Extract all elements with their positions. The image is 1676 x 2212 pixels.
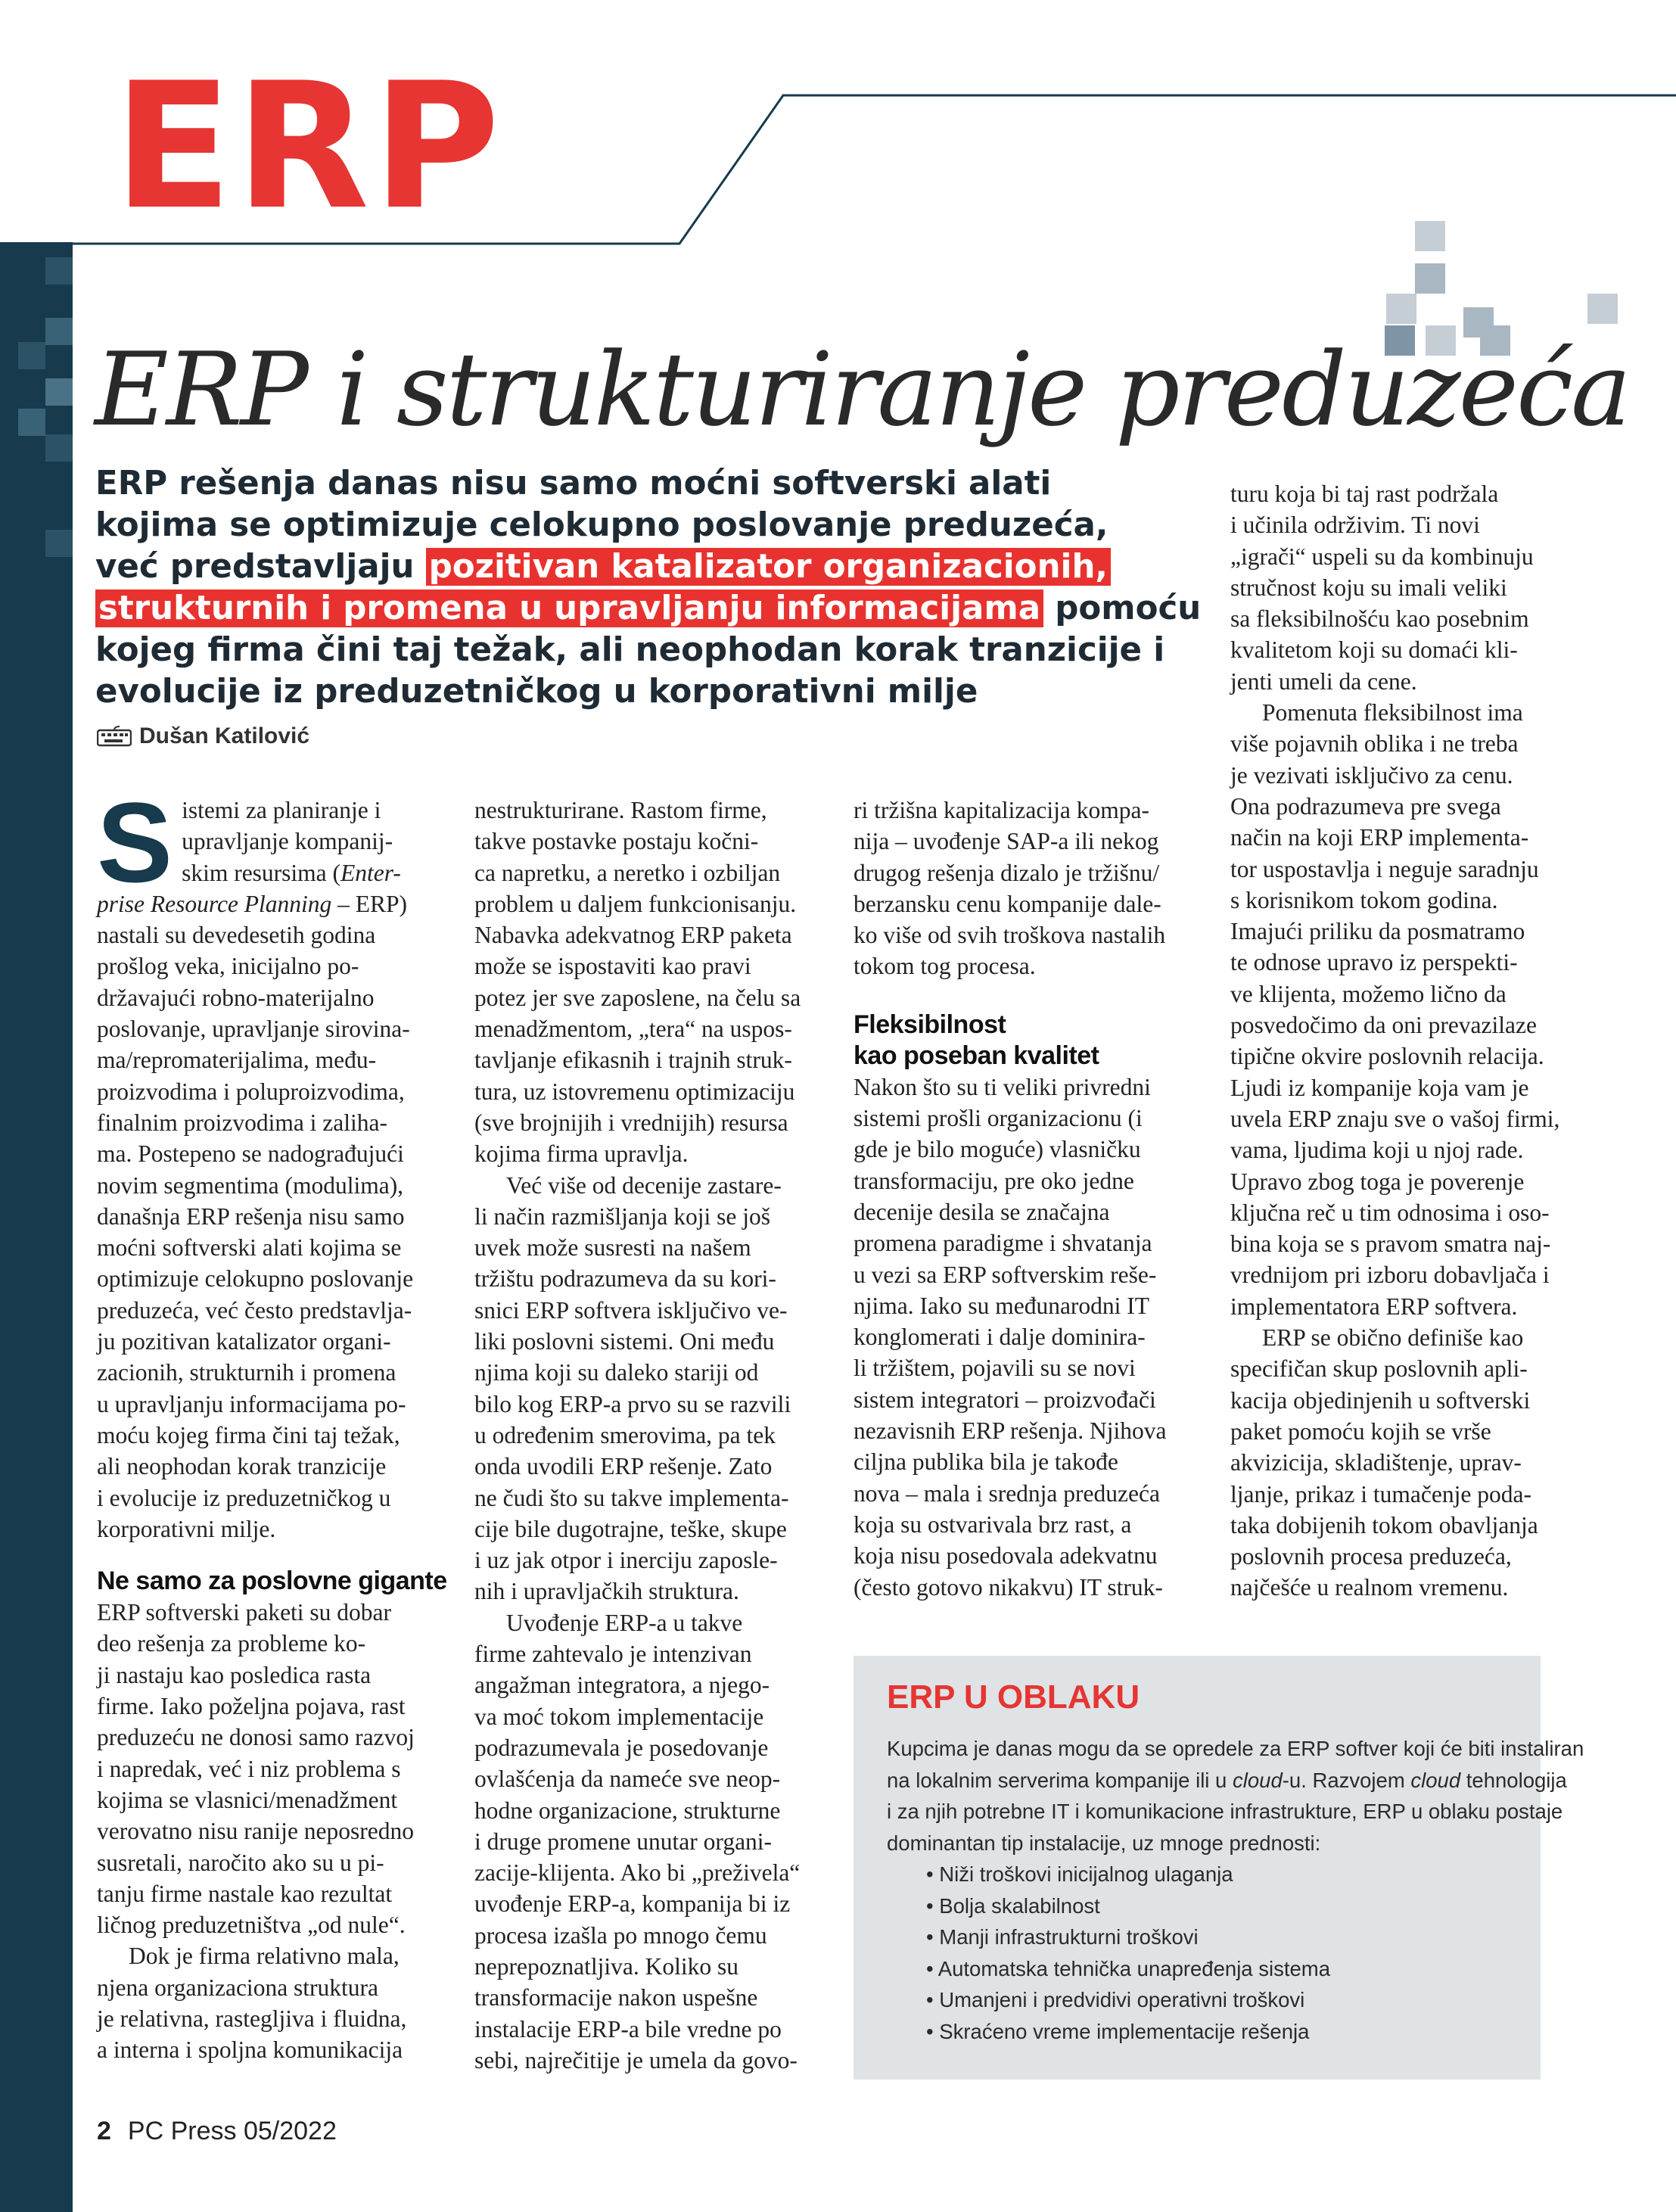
box-line: Kupcima je danas mogu da se opredele za ERP softver koji će biti instaliran	[887, 1737, 1584, 1760]
text-line: u određenim smerovima, pa tek	[474, 1421, 776, 1448]
text-line: snici ERP softvera isključivo ve-	[474, 1296, 788, 1324]
text-line: jenti umeli da cene.	[1230, 667, 1417, 695]
text-line: proizvodima i poluproizvodima,	[97, 1078, 405, 1105]
list-item: • Manji infrastrukturni troškovi	[926, 1921, 1530, 1953]
text-line: tor uspostavlja i neguje saradnju	[1230, 855, 1539, 882]
text-line: i druge promene unutar organi-	[474, 1828, 773, 1855]
lead-line: kojima se optimizuje celokupno poslovanje preduzeća,	[95, 506, 1109, 544]
text-line: novim segmentima (modulima),	[97, 1171, 404, 1199]
text-line: Pomenuta fleksibilnost ima	[1262, 699, 1523, 726]
text-line: i uz jak otpor i inerciju zaposle-	[474, 1547, 778, 1574]
text-line: ERP se obično definiše kao	[1262, 1324, 1524, 1352]
list-item: • Niži troškovi inicijalnog ulaganja	[926, 1859, 1530, 1890]
text-line: tržištu podrazumeva da su kori-	[474, 1265, 776, 1293]
text-line: problem u daljem funkcionisanju.	[474, 890, 797, 917]
heading-line: Fleksibilnost	[854, 1010, 1006, 1039]
text-line: ovlašćenja da nameće sve neop-	[474, 1766, 781, 1793]
text-line: drugog rešenja dizalo je tržišnu/	[854, 859, 1160, 886]
text-line: Ona podrazumeva pre svega	[1230, 792, 1501, 820]
text-line: zacionih, strukturnih i promena	[97, 1359, 396, 1386]
text-line: poslovnih procesa preduzeća,	[1230, 1543, 1512, 1570]
text-line: sistemi prošli organizacionu (i	[854, 1105, 1143, 1132]
text-line: kojima firma upravlja.	[474, 1140, 689, 1168]
text-line: tipične okvire poslovnih relacija.	[1230, 1043, 1544, 1070]
text-line: zacije-klijenta. Ako bi „preživela“	[474, 1859, 801, 1887]
column-paragraph	[474, 795, 830, 1170]
text-line: paket pomoću kojih se vrše	[1230, 1417, 1491, 1445]
deco-square	[1386, 294, 1416, 324]
text-line: firme. Iako poželjna pojava, rast	[97, 1693, 406, 1720]
text-line: firme zahtevalo je intenzivan	[474, 1641, 752, 1668]
section-heading: Ne samo za poslovne gigante	[97, 1566, 447, 1596]
text-line: Ljudi iz kompanije koja vam je	[1230, 1074, 1529, 1101]
article-column-1	[97, 779, 452, 2066]
text-line: ca napretku, a neretko i ozbiljan	[474, 859, 781, 886]
text-line: ličnog preduzetništva „od nule“.	[97, 1912, 406, 1939]
column-paragraph	[854, 795, 1209, 982]
text-line: ali neophodan korak tranzicije	[97, 1453, 387, 1480]
text-line: stručnost koju su imali veliki	[1230, 574, 1507, 601]
text-line: Nabavka adekvatnog ERP paketa	[474, 922, 792, 949]
text-line: a interna i spoljna komunikacija	[97, 2036, 403, 2064]
text-line: ciljna publika bila je takođe	[854, 1448, 1118, 1476]
text-line: te odnose upravo iz perspekti-	[1230, 949, 1518, 976]
text-line: sistem integratori – proizvođači	[854, 1386, 1156, 1413]
list-item: • Automatska tehnička unapređenja sistema	[926, 1953, 1530, 1985]
text-line: moću kojeg firma čini taj težak,	[97, 1421, 400, 1448]
text-line: Imajući priliku da posmatramo	[1230, 918, 1525, 945]
sidebar-square	[18, 342, 45, 369]
text-line: optimizuje celokupno poslovanje	[97, 1265, 414, 1293]
text-line: s korisnikom tokom godina.	[1230, 886, 1498, 913]
page-number: 2	[97, 2117, 111, 2145]
text-line: njima. Iako su međunarodni IT	[854, 1292, 1150, 1319]
erp-cloud-box	[854, 1656, 1584, 2080]
text-line: današnja ERP rešenja nisu samo	[97, 1202, 405, 1230]
text-line: kojima se vlasnici/menadžment	[97, 1786, 398, 1813]
text-line: u vezi sa ERP softverskim reše-	[854, 1261, 1157, 1288]
text-line: nova – mala i srednja preduzeća	[854, 1479, 1160, 1507]
sidebar-square	[45, 530, 73, 557]
text-line: „igrači“ uspeli su da kombinuju	[1230, 543, 1534, 570]
text-line: bilo kog ERP-a prvo su se razvili	[474, 1390, 791, 1417]
text-line: Upravo zbog toga je poverenje	[1230, 1168, 1525, 1195]
box-body	[887, 1733, 1584, 2047]
text-line: transformaciju, pre oko jedne	[854, 1167, 1134, 1194]
text-line: uvek može susresti na našem	[474, 1234, 751, 1262]
text-line: bina koja se s pravom smatra naj-	[1230, 1230, 1551, 1258]
column-paragraph	[97, 779, 452, 1545]
article-column-2	[474, 795, 830, 2076]
text-line: njima koji su daleko stariji od	[474, 1359, 759, 1386]
text-line: specifičan skup poslovnih apli-	[1230, 1355, 1528, 1383]
text-line: podrazumevala je posedovanje	[474, 1734, 769, 1761]
text-line: nih i upravljačkih struktura.	[474, 1578, 739, 1605]
text-line: prise Resource Planning – ERP)	[97, 890, 408, 917]
text-line: konglomerati i dalje dominira-	[854, 1324, 1146, 1351]
text-line: je vezivati isključivo za cenu.	[1230, 761, 1513, 789]
text-line: promena paradigme i shvatanja	[854, 1230, 1152, 1257]
text-line: nestrukturirane. Rastom firme,	[474, 797, 767, 823]
text-line: deo rešenja za probleme ko-	[97, 1630, 366, 1657]
page-footer	[97, 2116, 337, 2146]
text-line: preduzeća, već često predstavlja-	[97, 1296, 412, 1324]
text-line: susretali, naročito ako su u pi-	[97, 1849, 384, 1876]
deco-square	[1415, 221, 1445, 251]
list-item: • Umanjeni i predvidivi operativni troškovi	[926, 1984, 1530, 2016]
author-byline	[97, 721, 309, 751]
section-heading	[854, 1010, 1209, 1072]
text-line: cije bile dugotrajne, teške, skupe	[474, 1515, 787, 1542]
text-line: angažman integratora, a njego-	[474, 1672, 770, 1699]
text-line: vrednijom pri izboru dobavljača i	[1230, 1262, 1550, 1289]
text-line: ljanje, prikaz i tumačenje poda-	[1230, 1480, 1531, 1507]
box-title: ERP U OBLAKU	[887, 1678, 1140, 1716]
text-line: ve klijenta, možemo lično da	[1230, 980, 1507, 1007]
text-line: ji nastaju kao posledica rasta	[97, 1661, 372, 1688]
text-line: implementatora ERP softvera.	[1230, 1293, 1518, 1320]
article-title: ERP i strukturiranje preduzeća	[95, 331, 1629, 449]
text-line: akvizicija, skladištenje, uprav-	[1230, 1449, 1522, 1476]
text-line: ma/repromaterijalima, među-	[97, 1047, 377, 1074]
text-line: ERP softverski paketi su dobar	[97, 1599, 392, 1626]
deco-square	[1415, 263, 1445, 294]
text-line: Već više od decenije zastare-	[506, 1171, 782, 1199]
text-line: i napredak, već i niz problema s	[97, 1755, 401, 1782]
text-line: instalacije ERP-a bile vredne po	[474, 2015, 782, 2042]
box-line: na lokalnim serverima kompanije ili u cloud-u. Razvojem cloud tehnologija	[887, 1768, 1567, 1792]
box-bullet-list	[887, 1859, 1530, 2047]
text-line: transformacije nakon uspešne	[474, 1984, 758, 2011]
text-line: Uvođenje ERP-a u takve	[506, 1609, 743, 1636]
lead-line	[95, 546, 1200, 588]
text-line: li način razmišljanja koji se još	[474, 1202, 771, 1230]
text-line: tokom tog procesa.	[854, 953, 1036, 980]
sidebar-square	[18, 409, 45, 436]
text-line: finalnim proizvodima i zaliha-	[97, 1109, 387, 1136]
article-column-3	[854, 795, 1209, 1603]
deco-square	[1587, 294, 1618, 324]
text-line: i učinila održivim. Ti novi	[1230, 512, 1480, 539]
lead-highlight: strukturnih i promena u upravljanju informacijama	[95, 590, 1043, 627]
text-line: ju pozitivan katalizator organi-	[97, 1328, 391, 1355]
text-line: prošlog veka, inicijalno po-	[97, 953, 359, 980]
lead-line: ERP rešenja danas nisu samo moćni softverski alati	[95, 465, 1052, 502]
sidebar-square	[45, 318, 73, 345]
drop-cap: S	[97, 779, 173, 906]
column-paragraph	[97, 1940, 452, 2065]
text-line: berzansku cenu kompanije dale-	[854, 890, 1161, 917]
text-line: sebi, najrečitije je umela da govo-	[474, 2046, 798, 2074]
text-line: državajući robno-materijalno	[97, 984, 375, 1011]
text-line: taka dobijenih tokom obavljanja	[1230, 1511, 1538, 1538]
text-line: hodne organizacione, strukturne	[474, 1797, 781, 1824]
text-line: je relativna, rastegljiva i fluidna,	[97, 2005, 407, 2032]
text-line: gde je bilo moguće) vlasničku	[854, 1136, 1141, 1163]
text-line: ri tržišna kapitalizacija kompa-	[854, 797, 1149, 823]
text-line: potez jer sve zaposlene, na čelu sa	[474, 984, 801, 1011]
text-line: sa fleksibilnošću kao posebnim	[1230, 605, 1529, 633]
column-paragraph	[1230, 478, 1586, 697]
heading-line: kao poseban kvalitet	[854, 1041, 1099, 1070]
section-logo: ERP	[113, 46, 503, 248]
text-line: liki poslovni sistemi. Oni među	[474, 1328, 775, 1355]
text-line: posvedočimo da oni prevazilaze	[1230, 1012, 1537, 1039]
text-line: ne čudi što su takve implementa-	[474, 1484, 789, 1511]
article-lead	[95, 463, 1200, 713]
text-line: u upravljanju informacijama po-	[97, 1390, 406, 1417]
text-line: tavljanje efikasnih i trajnih struk-	[474, 1047, 792, 1074]
text-line: istemi za planiranje i	[182, 797, 381, 823]
text-line: način na koji ERP implementa-	[1230, 824, 1529, 851]
text-line: preduzeću ne donosi samo razvoj	[97, 1724, 415, 1751]
text-line: (često gotovo nikakvu) IT struk-	[854, 1573, 1163, 1601]
text-line: li tržištem, pojavili su se novi	[854, 1355, 1136, 1382]
text-line: poslovanje, upravljanje sirovina-	[97, 1016, 410, 1043]
lead-line	[95, 588, 1200, 630]
text-line: najčešće u realnom vremenu.	[1230, 1574, 1509, 1601]
text-line: nastali su devedesetih godina	[97, 922, 376, 949]
text-line: nija – uvođenje SAP-a ili nekog	[854, 828, 1159, 855]
lead-highlight: pozitivan katalizator organizacionih,	[426, 548, 1111, 586]
text-line: ma. Postepeno se nadograđujući	[97, 1140, 404, 1168]
text-line: onda uvodili ERP rešenje. Zato	[474, 1453, 773, 1480]
text-line: decenije desila se značajna	[854, 1198, 1110, 1225]
text-line: i evolucije iz preduzetničkog u	[97, 1484, 391, 1511]
text-line: upravljanje kompanij-	[182, 828, 393, 855]
sidebar-square	[45, 257, 73, 285]
text-line: tura, uz istovremenu optimizaciju	[474, 1078, 795, 1105]
text-line: takve postavke postaju kočni-	[474, 828, 759, 855]
text-line: kacija objedinjenih u softverski	[1230, 1386, 1531, 1414]
text-line: korporativni milje.	[97, 1515, 276, 1542]
text-line: (sve brojnijih i vrednijih) resursa	[474, 1109, 788, 1136]
sidebar-square	[45, 434, 73, 462]
text-line: procesa izašla po mnogo čemu	[474, 1921, 767, 1949]
text-line: ko više od svih troškova nastalih	[854, 922, 1166, 949]
lead-text: već predstavljaju	[95, 548, 426, 586]
article-column-4	[1230, 478, 1586, 1604]
lead-text: pomoću	[1043, 590, 1202, 627]
text-line: tanju firme nastale kao rezultat	[97, 1880, 393, 1907]
column-paragraph	[854, 1072, 1209, 1603]
text-line: njena organizaciona struktura	[97, 1974, 379, 2001]
column-paragraph	[474, 1607, 830, 2076]
text-line: uvođenje ERP-a, kompanija bi iz	[474, 1890, 791, 1918]
text-line: verovatno nisu ranije neposredno	[97, 1818, 415, 1845]
text-line: moćni softverski alati kojima se	[97, 1234, 402, 1262]
keyboard-icon	[97, 726, 132, 747]
text-line: vama, ljudima koji u njoj rade.	[1230, 1137, 1524, 1164]
text-line: može se ispostaviti kao pravi	[474, 953, 751, 980]
lead-line: evolucije iz preduzetničkog u korporativni milje	[95, 673, 978, 711]
lead-line: kojeg firma čini taj težak, ali neophodan korak tranzicije i	[95, 631, 1165, 669]
text-line: va moć tokom implementacije	[474, 1703, 764, 1730]
column-paragraph	[1230, 697, 1586, 1322]
box-line: i za njih potrebne IT i komunikacione infrastrukture, ERP u oblaku postaje	[887, 1800, 1563, 1823]
text-line: Nakon što su ti veliki privredni	[854, 1073, 1151, 1100]
sidebar-square	[45, 378, 73, 406]
text-line: turu koja bi taj rast podržala	[1230, 481, 1499, 507]
text-line: kvalitetom koji su domaći kli-	[1230, 636, 1518, 664]
text-line: menadžmentom, „tera“ na uspos-	[474, 1016, 792, 1043]
box-line: dominantan tip instalacije, uz mnoge prednosti:	[887, 1831, 1321, 1855]
text-line: više pojavnih oblika i ne treba	[1230, 730, 1519, 758]
text-line: koja nisu posedovala adekvatnu	[854, 1542, 1158, 1570]
text-line: nezavisnih ERP rešenja. Njihova	[854, 1417, 1167, 1445]
column-paragraph	[474, 1170, 830, 1607]
text-line: koja su ostvarivala brz rast, a	[854, 1510, 1132, 1538]
author-name: Dušan Katilović	[139, 723, 310, 748]
list-item: • Skraćeno vreme implementacije rešenja	[926, 2016, 1530, 2048]
text-line: skim resursima (Enter-	[182, 859, 401, 886]
publication-issue: PC Press 05/2022	[127, 2117, 337, 2145]
text-line: uvela ERP znaju sve o vašoj firmi,	[1230, 1105, 1560, 1132]
list-item: • Bolja skalabilnost	[926, 1890, 1530, 1922]
text-line: ključna reč u tim odnosima i oso-	[1230, 1199, 1550, 1226]
text-line: Dok je firma relativno mala,	[129, 1943, 400, 1970]
text-line: neprepoznatljiva. Koliko su	[474, 1952, 739, 1980]
column-paragraph	[1230, 1322, 1586, 1604]
column-paragraph	[97, 1597, 452, 1940]
